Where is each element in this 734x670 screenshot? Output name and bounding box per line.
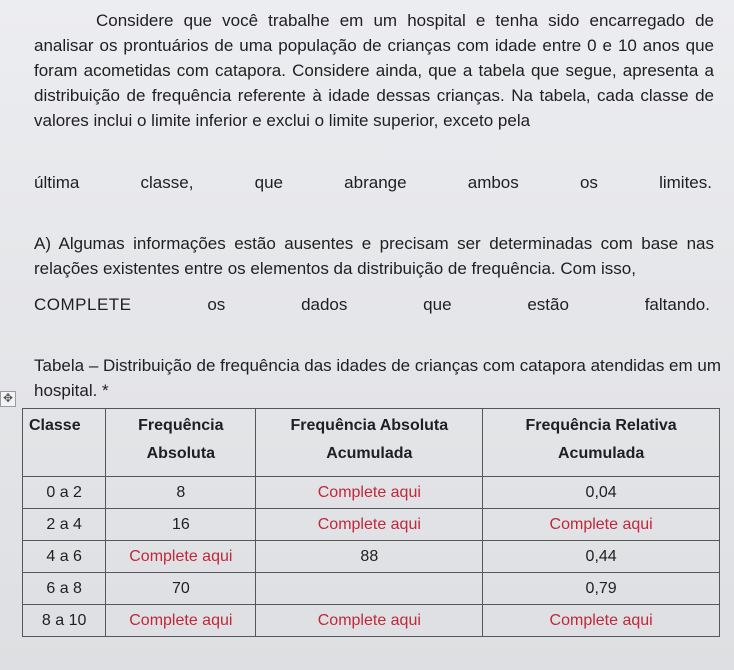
word: que	[423, 295, 452, 314]
cell-classe: 4 a 6	[23, 541, 106, 573]
word: dados	[301, 295, 348, 314]
intro-paragraph	[34, 8, 714, 133]
intro-text: Considere que você trabalhe em um hospital e tenha sido encarregado de analisar os prontuários de uma população de crianças com idade entre 0 e 10 anos que foram acometidas com catapora. Considere ainda, que a tabela que segue, apresenta a distribuição de frequência referente à idade dessas crianças. Na tabela, cada classe de valores inclui o limite inferior e exclui o limite superior, exceto pela	[34, 11, 714, 130]
table-caption: Tabela – Distribuição de frequência das idades de crianças com catapora atendidas em um hospital. *	[34, 356, 722, 400]
cell-fa[interactable]: 16	[106, 509, 256, 541]
word: abrange	[344, 173, 407, 192]
cell-fac[interactable]: Complete aqui	[256, 509, 483, 541]
cell-fa[interactable]: Complete aqui	[106, 541, 256, 573]
question-a-last-line	[34, 292, 710, 317]
move-icon[interactable]: ✥	[0, 391, 16, 407]
cell-fa[interactable]: 70	[106, 573, 256, 605]
table-row	[23, 509, 720, 541]
word: os	[207, 295, 226, 314]
word: ambos	[467, 173, 519, 192]
question-a-paragraph	[34, 231, 714, 281]
cell-fra[interactable]: 0,44	[483, 541, 720, 573]
word: COMPLETE	[34, 295, 132, 314]
cell-fra[interactable]: 0,04	[483, 477, 720, 509]
table-header-row	[23, 409, 720, 477]
table-row	[23, 605, 720, 637]
header-freq-relativa-acumulada: Frequência Relativa Acumulada	[483, 409, 720, 477]
cell-fa[interactable]: Complete aqui	[106, 605, 256, 637]
header-freq-absoluta: Frequência Absoluta	[106, 409, 256, 477]
table-row	[23, 477, 720, 509]
header-freq-absoluta-acumulada: Frequência Absoluta Acumulada	[256, 409, 483, 477]
cell-classe: 8 a 10	[23, 605, 106, 637]
table-row	[23, 573, 720, 605]
cell-fac[interactable]: 88	[256, 541, 483, 573]
word: última	[34, 173, 80, 192]
word: faltando.	[644, 295, 710, 314]
cell-classe: 0 a 2	[23, 477, 106, 509]
cell-fac[interactable]: Complete aqui	[256, 605, 483, 637]
word: os	[579, 173, 598, 192]
cell-fra[interactable]: Complete aqui	[483, 605, 720, 637]
cell-fac[interactable]	[256, 573, 483, 605]
intro-last-line	[34, 170, 712, 195]
cell-fra[interactable]: 0,79	[483, 573, 720, 605]
word: limites.	[659, 173, 712, 192]
table-row	[23, 541, 720, 573]
cell-fac[interactable]: Complete aqui	[256, 477, 483, 509]
frequency-table	[22, 408, 720, 637]
cell-fra[interactable]: Complete aqui	[483, 509, 720, 541]
header-classe: Classe	[23, 409, 106, 477]
cell-classe: 2 a 4	[23, 509, 106, 541]
word: estão	[527, 295, 569, 314]
question-a-text: A) Algumas informações estão ausentes e precisam ser determinadas com base nas relações existentes entre os elementos da distribuição de frequência. Com isso,	[34, 234, 714, 278]
cell-fa[interactable]: 8	[106, 477, 256, 509]
word: classe,	[140, 173, 194, 192]
cell-classe: 6 a 8	[23, 573, 106, 605]
word: que	[254, 173, 283, 192]
